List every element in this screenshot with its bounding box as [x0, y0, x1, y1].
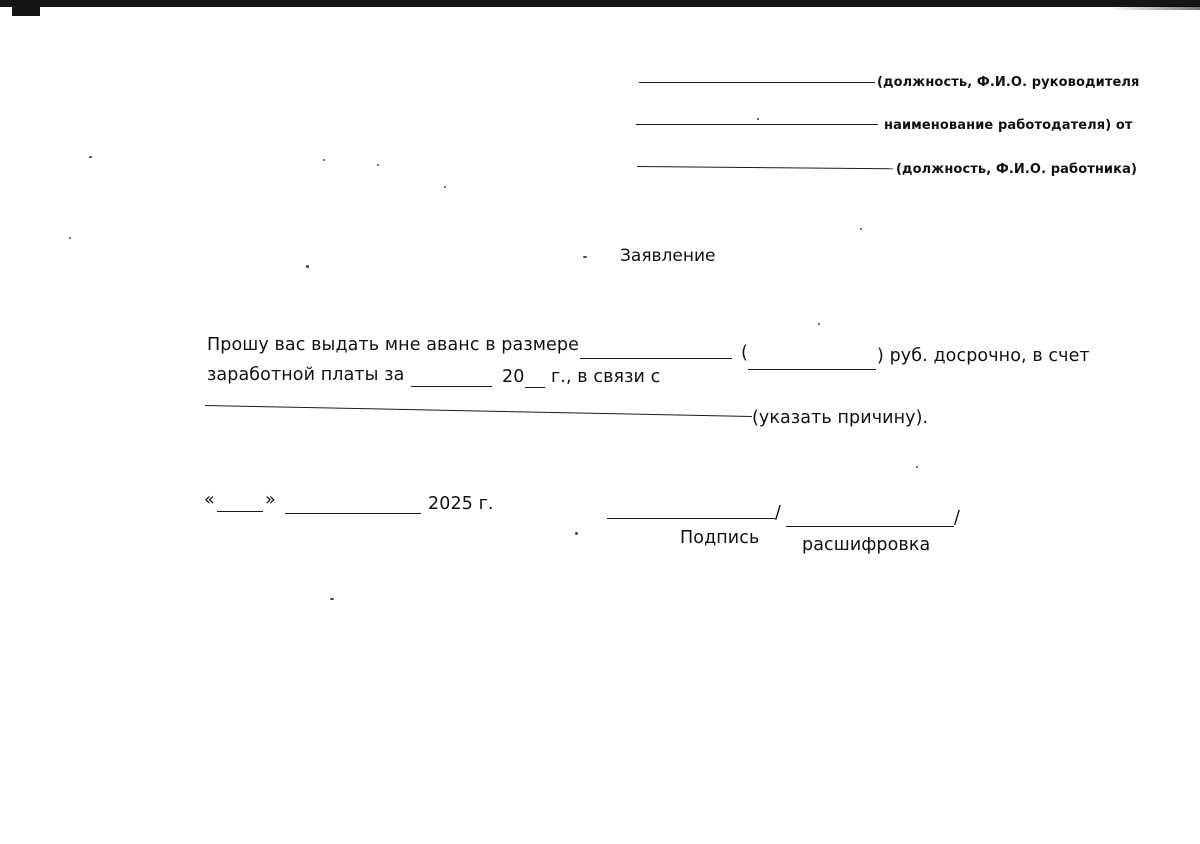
body-text-salary-for: заработной платы за	[207, 365, 405, 385]
signature-label: Подпись	[680, 528, 760, 548]
signature-slash-2: /	[954, 508, 960, 528]
scan-speck	[306, 265, 309, 268]
scan-speck	[89, 156, 92, 158]
reason-label: (указать причину).	[752, 408, 929, 428]
header-label-employee: (должность, Ф.И.О. работника)	[896, 162, 1137, 177]
decoding-blank[interactable]	[786, 526, 954, 527]
scan-edge-notch	[12, 6, 40, 16]
date-year: 2025 г.	[428, 494, 494, 514]
date-quote-close: »	[265, 490, 276, 510]
year-prefix: 20	[502, 367, 525, 387]
header-blank-line-1[interactable]	[639, 82, 875, 83]
scan-speck	[330, 598, 334, 600]
date-day-blank[interactable]	[217, 511, 263, 512]
header-label-employer: наименование работодателя) от	[884, 118, 1133, 133]
scan-speck	[575, 532, 578, 535]
body-text-rubles-early: ) руб. досрочно, в счет	[877, 346, 1090, 366]
salary-month-blank[interactable]	[411, 386, 492, 387]
scan-speck	[757, 118, 759, 120]
header-label-manager: (должность, Ф.И.О. руководителя	[877, 75, 1140, 90]
body-text-advance-request: Прошу вас выдать мне аванс в размере	[207, 335, 579, 355]
scan-speck	[583, 256, 587, 258]
header-blank-line-2[interactable]	[636, 124, 878, 125]
date-quote-open: «	[204, 490, 215, 510]
scan-speck	[69, 237, 71, 239]
document-title: Заявление	[620, 246, 716, 266]
scan-speck	[860, 228, 862, 230]
scan-edge-fade	[1110, 6, 1200, 10]
paren-open: (	[741, 343, 748, 363]
scan-speck	[916, 466, 918, 468]
amount-digits-blank[interactable]	[580, 358, 732, 359]
year-suffix-blank[interactable]	[525, 387, 545, 388]
signature-blank[interactable]	[607, 518, 775, 519]
date-month-blank[interactable]	[285, 513, 421, 514]
scan-speck	[377, 164, 379, 166]
decoding-label: расшифровка	[802, 535, 931, 555]
amount-words-blank[interactable]	[748, 369, 876, 370]
signature-slash-1: /	[775, 503, 781, 523]
scan-top-edge	[0, 0, 1200, 7]
body-text-in-connection: г., в связи с	[551, 367, 661, 387]
header-blank-line-3[interactable]	[637, 166, 893, 169]
scan-speck	[818, 323, 820, 325]
reason-blank[interactable]	[205, 405, 752, 417]
scan-speck	[444, 186, 446, 188]
scan-speck	[323, 159, 325, 161]
